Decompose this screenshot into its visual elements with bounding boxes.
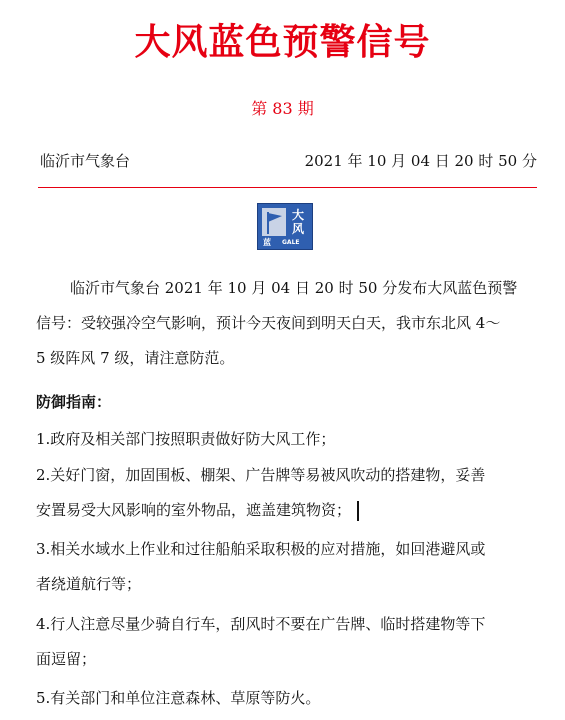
list-item: 2.关好门窗，加固围板、棚架、广告牌等易被风吹动的搭建物，妥善: [36, 466, 486, 484]
guide-heading: 防御指南：: [36, 393, 112, 411]
issue-number: 第 83 期: [251, 99, 314, 118]
guide-item-2: [36, 458, 541, 528]
wind-flag-icon: [262, 208, 286, 236]
list-item: 1.政府及相关部门按照职责做好防大风工作；: [36, 430, 336, 448]
announcement-paragraph: [36, 271, 541, 376]
list-item-continued: 面逗留；: [36, 650, 97, 668]
gale-blue-signal-icon: [257, 203, 313, 250]
paragraph-line: 信号：受较强冷空气影响，预计今天夜间到明天白天，我市东北风 4～: [36, 314, 501, 332]
header-row: [40, 150, 537, 171]
document-title: 大风蓝色预警信号: [134, 22, 431, 63]
text-cursor: [357, 501, 359, 521]
header-divider: [38, 187, 537, 188]
list-item-continued: [36, 493, 541, 528]
paragraph-line: 临沂市气象台 2021 年 10 月 04 日 20 时 50 分发布大风蓝色预警: [70, 279, 518, 297]
list-item: 3.相关水域水上作业和过往船舶采取积极的应对措施，如回港避风或: [36, 540, 486, 558]
guide-item-5: [36, 681, 541, 716]
paragraph-line: 5 级阵风 7 级，请注意防范。: [36, 349, 235, 367]
issuer-name: 临沂市气象台: [40, 152, 131, 170]
list-item: 4.行人注意尽量少骑自行车，刮风时不要在广告牌、临时搭建物等下: [36, 615, 486, 633]
guide-list: [36, 422, 541, 457]
signal-char-1: 大: [292, 208, 305, 222]
guide-item-4: [36, 607, 541, 677]
issue-datetime: 2021 年 10 月 04 日 20 时 50 分: [304, 152, 537, 170]
signal-char-2: 风: [292, 222, 305, 236]
defense-guide: [36, 385, 541, 420]
guide-item-3: [36, 532, 541, 602]
list-item: 5.有关部门和单位注意森林、草原等防火。: [36, 689, 321, 707]
list-item-continued: 者绕道航行等；: [36, 575, 142, 593]
signal-color-char: 蓝: [263, 238, 271, 247]
signal-label: GALE: [282, 239, 300, 246]
list-item-text: 安置易受大风影响的室外物品，遮盖建筑物资；: [36, 501, 352, 519]
